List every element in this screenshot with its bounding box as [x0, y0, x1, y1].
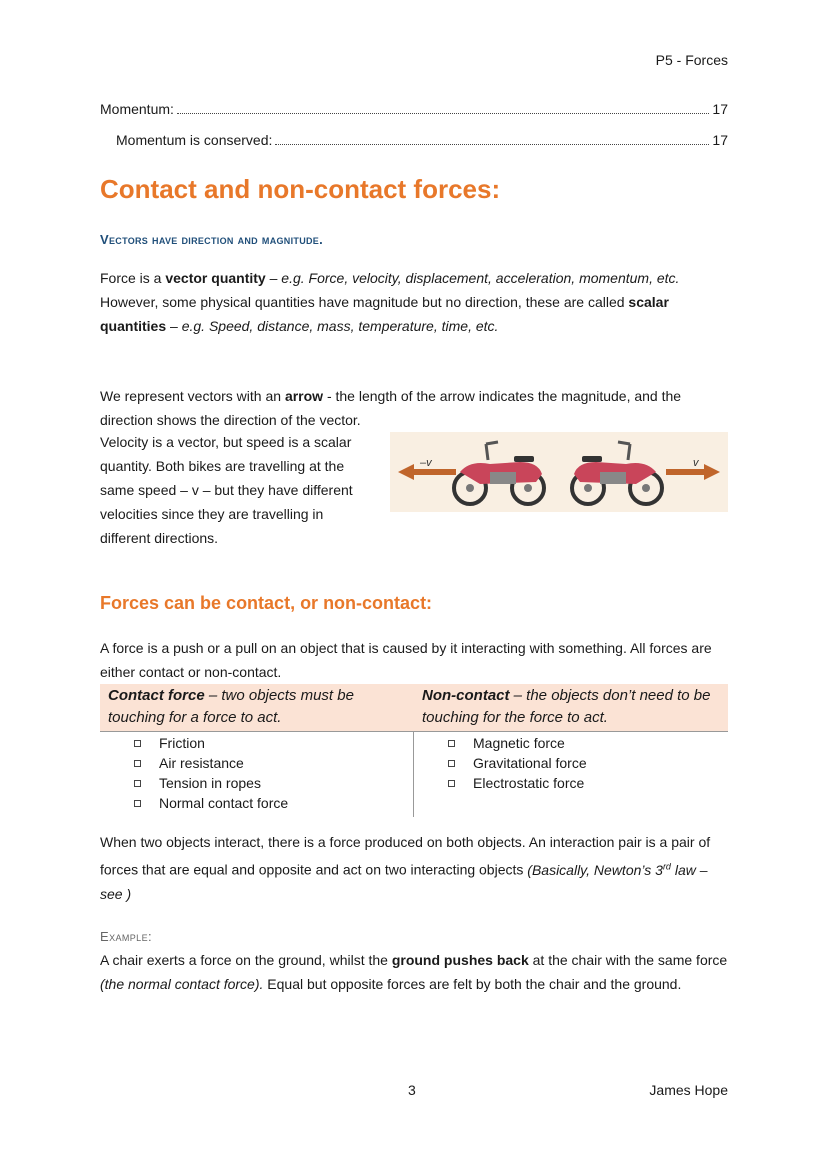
list-item: Electrostatic force	[414, 773, 728, 793]
paragraph-arrows: We represent vectors with an arrow - the length of the arrow indicates the magnitude, and the direction shows the direction of the vector.	[100, 388, 682, 428]
noncontact-list	[414, 732, 728, 817]
toc-entry-momentum-conserved[interactable]	[100, 132, 728, 149]
contact-header: Contact force – two objects must be touching for a force to act.	[108, 687, 354, 726]
contact-list	[100, 732, 414, 817]
noncontact-header: Non-contact – the objects don’t need to be touching for the force to act.	[422, 687, 711, 726]
table-header	[100, 684, 728, 732]
header-title: P5 - Forces	[655, 52, 728, 68]
toc-label: Momentum is conserved:	[116, 132, 273, 148]
toc-label: Momentum:	[100, 101, 174, 117]
toc-leader	[275, 144, 709, 145]
paragraph-interaction-pair: When two objects interact, there is a force produced on both objects. An interaction pair is a pair of forces that are equal and opposite and act on two interacting objects (Basically, Newton’s 3rd law – see )	[100, 834, 711, 902]
list-item: Magnetic force	[414, 733, 728, 753]
subheading: Vectors have direction and magnitude.	[100, 232, 324, 247]
page-number: 3	[408, 1082, 416, 1098]
example-label: Example:	[100, 929, 152, 944]
toc-leader	[177, 113, 710, 114]
toc-entry-momentum[interactable]	[100, 101, 728, 118]
paragraph-example: A chair exerts a force on the ground, whilst the ground pushes back at the chair with the same force (the normal contact force). Equal but opposite forces are felt by both the chair and the ground.	[100, 952, 728, 992]
square-bullet-icon	[134, 800, 141, 807]
square-bullet-icon	[134, 780, 141, 787]
right-arrow-label: v	[693, 457, 699, 469]
paragraph-velocity: Velocity is a vector, but speed is a scalar quantity. Both bikes are travelling at the same speed – v – but they have different velocities since they are travelling in different directions.	[100, 434, 353, 546]
list-item: Friction	[100, 733, 413, 753]
list-item: Tension in ropes	[100, 773, 413, 793]
motorbike-right	[572, 442, 662, 504]
bikes-illustration	[390, 432, 728, 512]
list-item: Gravitational force	[414, 753, 728, 773]
bikes-figure	[390, 432, 728, 512]
table-body	[100, 732, 728, 817]
square-bullet-icon	[134, 760, 141, 767]
footer-author: James Hope	[649, 1082, 728, 1098]
toc-page: 17	[712, 132, 728, 148]
square-bullet-icon	[134, 740, 141, 747]
paragraph-vectors: Force is a vector quantity – e.g. Force, velocity, displacement, acceleration, momentum, etc. However, some physical quantities have magnitude but no direction, these are called scalar quantities – e.g. Speed, distance, mass, temperature, time, etc.	[100, 270, 680, 334]
section-title: Contact and non-contact forces:	[100, 174, 501, 204]
motorbike-left	[454, 442, 544, 504]
list-item: Normal contact force	[100, 793, 413, 813]
forces-table	[100, 684, 728, 817]
square-bullet-icon	[448, 740, 455, 747]
subsection-title: Forces can be contact, or non-contact:	[100, 593, 433, 613]
square-bullet-icon	[448, 760, 455, 767]
paragraph-force-definition: A force is a push or a pull on an object that is caused by it interacting with something. All forces are either contact or non-contact.	[100, 640, 712, 680]
list-item: Air resistance	[100, 753, 413, 773]
square-bullet-icon	[448, 780, 455, 787]
left-arrow-label: –v	[420, 457, 432, 469]
toc-page: 17	[712, 101, 728, 117]
